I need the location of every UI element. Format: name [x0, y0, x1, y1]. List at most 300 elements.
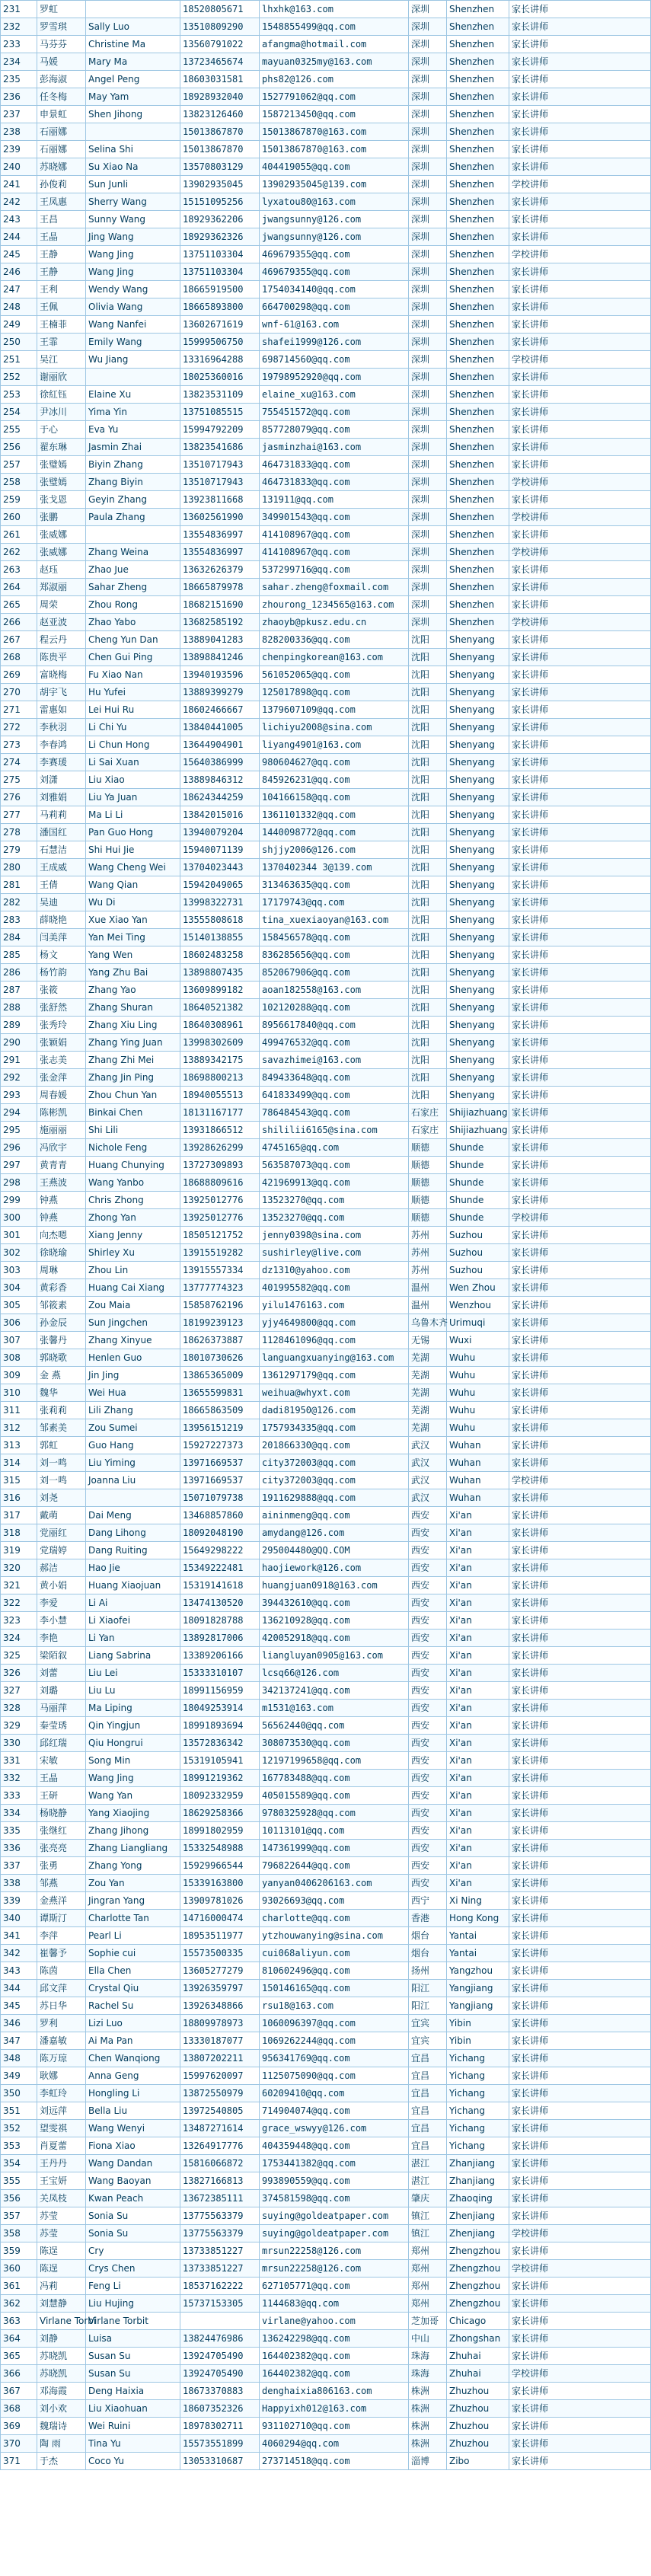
cell-chinese-name: 罗利 [37, 2015, 86, 2032]
cell-phone: 13751103304 [180, 246, 260, 263]
cell-english-name: Shi Lili [86, 1122, 180, 1139]
cell-row-number: 317 [1, 1507, 37, 1524]
cell-email: shililii6165@sina.com [260, 1122, 409, 1139]
cell-city-cn: 烟台 [409, 1945, 447, 1962]
cell-english-name: Liu Lei [86, 1665, 180, 1682]
table-row [1, 2102, 651, 2120]
cell-city-en: Shunde [447, 1174, 509, 1192]
cell-english-name: Sunny Wang [86, 211, 180, 228]
cell-city-cn: 深圳 [409, 18, 447, 36]
cell-english-name: Yang Xiaojing [86, 1805, 180, 1822]
table-row [1, 2155, 651, 2172]
cell-email: 1370402344 3@139.com [260, 859, 409, 876]
cell-role: 家长讲师 [509, 1157, 651, 1174]
cell-chinese-name: 闫美萍 [37, 929, 86, 946]
cell-phone: 13775563379 [180, 2225, 260, 2242]
cell-row-number: 303 [1, 1262, 37, 1279]
cell-city-cn: 顺德 [409, 1157, 447, 1174]
cell-email: wnf-61@163.com [260, 316, 409, 334]
cell-phone: 13915557334 [180, 1262, 260, 1279]
cell-city-cn: 深圳 [409, 456, 447, 474]
cell-city-cn: 苏州 [409, 1262, 447, 1279]
table-row [1, 1822, 651, 1840]
cell-row-number: 294 [1, 1104, 37, 1122]
cell-city-cn: 深圳 [409, 123, 447, 141]
cell-role: 家长讲师 [509, 1717, 651, 1735]
cell-chinese-name: 马莉莉 [37, 806, 86, 824]
cell-english-name: Binkai Chen [86, 1104, 180, 1122]
cell-english-name: Deng Haixia [86, 2383, 180, 2400]
cell-row-number: 251 [1, 351, 37, 369]
table-row [1, 1770, 651, 1787]
cell-city-en: Xi'an [447, 1857, 509, 1875]
cell-city-en: Shenzhen [447, 18, 509, 36]
cell-role: 家长讲师 [509, 1174, 651, 1192]
cell-city-cn: 珠海 [409, 2348, 447, 2365]
cell-phone: 13823126460 [180, 106, 260, 123]
cell-phone: 13510717943 [180, 456, 260, 474]
cell-phone: 18640308961 [180, 1017, 260, 1034]
cell-city-cn: 芜湖 [409, 1402, 447, 1419]
table-row [1, 649, 651, 666]
cell-city-cn: 西安 [409, 1717, 447, 1735]
table-row [1, 1104, 651, 1122]
cell-city-en: Shenyang [447, 736, 509, 754]
cell-email: 295004480@QQ.COM [260, 1542, 409, 1559]
cell-english-name: Yan Mei Ting [86, 929, 180, 946]
cell-city-en: Wuhu [447, 1367, 509, 1384]
cell-english-name: Bella Liu [86, 2102, 180, 2120]
cell-email: rsu18@163.com [260, 1997, 409, 2015]
cell-city-en: Shenzhen [447, 421, 509, 439]
cell-city-cn: 沈阳 [409, 666, 447, 684]
cell-chinese-name: 刘慧静 [37, 2295, 86, 2313]
cell-chinese-name: 李艳 [37, 1630, 86, 1647]
cell-city-en: Zhenjiang [447, 2207, 509, 2225]
cell-phone: 13733851227 [180, 2260, 260, 2278]
cell-city-en: Shenyang [447, 771, 509, 789]
table-row [1, 176, 651, 193]
table-row [1, 351, 651, 369]
cell-row-number: 366 [1, 2365, 37, 2383]
table-row [1, 1297, 651, 1314]
cell-row-number: 281 [1, 876, 37, 894]
cell-phone: 15151095256 [180, 193, 260, 211]
cell-phone: 13971669537 [180, 1472, 260, 1489]
cell-chinese-name: 刘璐 [37, 1682, 86, 1700]
cell-city-cn: 深圳 [409, 298, 447, 316]
cell-chinese-name: 苏晓娜 [37, 158, 86, 176]
cell-chinese-name: 潘国红 [37, 824, 86, 841]
cell-role: 家长讲师 [509, 404, 651, 421]
cell-row-number: 362 [1, 2295, 37, 2313]
cell-phone: 18091828788 [180, 1612, 260, 1630]
cell-email: 164402382@qq.com [260, 2348, 409, 2365]
cell-phone: 13644904901 [180, 736, 260, 754]
cell-city-en: Xi'an [447, 1507, 509, 1524]
cell-email: haojiework@126.com [260, 1559, 409, 1577]
cell-chinese-name: 张馨丹 [37, 1332, 86, 1349]
cell-chinese-name: 邱红瑞 [37, 1735, 86, 1752]
cell-role: 家长讲师 [509, 1244, 651, 1262]
cell-email: 401995582@qq.com [260, 1279, 409, 1297]
table-row [1, 2383, 651, 2400]
cell-role: 学校讲师 [509, 351, 651, 369]
cell-city-en: Xi'an [447, 1875, 509, 1892]
cell-city-cn: 深圳 [409, 141, 447, 158]
cell-email: 150146165@qq.com [260, 1980, 409, 1997]
cell-email: 104166158@qq.com [260, 789, 409, 806]
cell-city-en: Shenyang [447, 841, 509, 859]
cell-city-cn: 顺德 [409, 1139, 447, 1157]
cell-phone: 18092048190 [180, 1524, 260, 1542]
cell-city-cn: 深圳 [409, 36, 447, 53]
table-row [1, 946, 651, 964]
cell-row-number: 302 [1, 1244, 37, 1262]
cell-phone: 18991893694 [180, 1717, 260, 1735]
cell-english-name: Zhou Rong [86, 596, 180, 614]
cell-city-cn: 宜宾 [409, 2032, 447, 2050]
cell-row-number: 310 [1, 1384, 37, 1402]
cell-role: 家长讲师 [509, 2242, 651, 2260]
table-row [1, 2278, 651, 2295]
cell-phone: 13316964288 [180, 351, 260, 369]
cell-row-number: 367 [1, 2383, 37, 2400]
cell-english-name: Wei Ruini [86, 2418, 180, 2435]
cell-role: 学校讲师 [509, 544, 651, 561]
cell-english-name: Ella Chen [86, 1962, 180, 1980]
cell-chinese-name: 苏晓凯 [37, 2348, 86, 2365]
cell-email: mrsun22258@126.com [260, 2242, 409, 2260]
cell-phone: 18991802959 [180, 1822, 260, 1840]
cell-city-en: Zhuzhou [447, 2383, 509, 2400]
cell-city-cn: 郑州 [409, 2278, 447, 2295]
cell-city-cn: 深圳 [409, 421, 447, 439]
cell-phone: 15997620097 [180, 2067, 260, 2085]
table-row [1, 1402, 651, 1419]
cell-phone: 15573500335 [180, 1945, 260, 1962]
cell-role: 学校讲师 [509, 1472, 651, 1489]
cell-city-en: Shenzhen [447, 526, 509, 544]
cell-row-number: 238 [1, 123, 37, 141]
cell-phone: 13775563379 [180, 2207, 260, 2225]
cell-phone: 18928932040 [180, 88, 260, 106]
cell-chinese-name: 周琳 [37, 1262, 86, 1279]
cell-city-en: Shijiazhuang [447, 1104, 509, 1122]
cell-row-number: 241 [1, 176, 37, 193]
cell-chinese-name: 陈万琼 [37, 2050, 86, 2067]
cell-english-name: Cheng Yun Dan [86, 631, 180, 649]
cell-chinese-name: 王丹丹 [37, 2155, 86, 2172]
cell-chinese-name: 马媛 [37, 53, 86, 71]
cell-role: 学校讲师 [509, 2225, 651, 2242]
table-row [1, 263, 651, 281]
cell-role: 家长讲师 [509, 1349, 651, 1367]
cell-city-en: Zhengzhou [447, 2278, 509, 2295]
cell-chinese-name: 雷惠如 [37, 701, 86, 719]
cell-city-en: Zhenjiang [447, 2225, 509, 2242]
cell-english-name: Wang Jing [86, 246, 180, 263]
cell-chinese-name: 马丽萍 [37, 1700, 86, 1717]
cell-phone: 18929362206 [180, 211, 260, 228]
cell-chinese-name: 王利 [37, 281, 86, 298]
cell-phone: 13998302609 [180, 1034, 260, 1052]
cell-city-en: Zibo [447, 2453, 509, 2470]
cell-city-cn: 沈阳 [409, 789, 447, 806]
table-row [1, 2435, 651, 2453]
cell-role: 家长讲师 [509, 141, 651, 158]
cell-english-name: Zhang Xiu Ling [86, 1017, 180, 1034]
table-row [1, 1787, 651, 1805]
cell-phone: 13924705490 [180, 2348, 260, 2365]
cell-phone: 13727309893 [180, 1157, 260, 1174]
cell-phone: 13572836342 [180, 1735, 260, 1752]
cell-role: 家长讲师 [509, 1069, 651, 1087]
cell-city-en: Shenzhen [447, 351, 509, 369]
cell-city-en: Shenyang [447, 929, 509, 946]
table-row [1, 1069, 651, 1087]
cell-phone: 13723465674 [180, 53, 260, 71]
cell-english-name: Yang Zhu Bai [86, 964, 180, 982]
table-row [1, 1017, 651, 1034]
cell-phone: 18698800213 [180, 1069, 260, 1087]
cell-chinese-name: 苏莹 [37, 2225, 86, 2242]
cell-city-cn: 郑州 [409, 2260, 447, 2278]
cell-city-en: Shenzhen [447, 369, 509, 386]
cell-city-en: Shenyang [447, 894, 509, 911]
cell-phone: 13655599831 [180, 1384, 260, 1402]
cell-english-name: Elaine Xu [86, 386, 180, 404]
cell-row-number: 232 [1, 18, 37, 36]
cell-email: savazhimei@163.com [260, 1052, 409, 1069]
cell-role: 家长讲师 [509, 2102, 651, 2120]
table-row [1, 369, 651, 386]
cell-row-number: 330 [1, 1735, 37, 1752]
cell-email: 469679355@qq.com [260, 246, 409, 263]
cell-city-en: Yichang [447, 2067, 509, 2085]
cell-city-en: Shenzhen [447, 404, 509, 421]
cell-english-name: Xue Xiao Yan [86, 911, 180, 929]
table-row [1, 2207, 651, 2225]
cell-chinese-name: 王晶 [37, 1770, 86, 1787]
cell-email: 1587213450@qq.com [260, 106, 409, 123]
table-row [1, 1857, 651, 1875]
cell-city-en: Shenzhen [447, 141, 509, 158]
table-row [1, 1332, 651, 1349]
cell-chinese-name: 于杰 [37, 2453, 86, 2470]
cell-phone: 18682151690 [180, 596, 260, 614]
cell-role: 家长讲师 [509, 1875, 651, 1892]
cell-chinese-name: 邹筱素 [37, 1297, 86, 1314]
table-row [1, 789, 651, 806]
cell-email: Happyixh012@163.com [260, 2400, 409, 2418]
cell-row-number: 278 [1, 824, 37, 841]
cell-english-name: Zou Sumei [86, 1419, 180, 1437]
cell-role: 家长讲师 [509, 2453, 651, 2470]
cell-role: 家长讲师 [509, 193, 651, 211]
cell-city-cn: 西安 [409, 1805, 447, 1822]
cell-city-cn: 株洲 [409, 2435, 447, 2453]
cell-city-en: Shenzhen [447, 123, 509, 141]
cell-chinese-name: 金燕洋 [37, 1892, 86, 1910]
table-row [1, 1542, 651, 1559]
cell-email: 136210928@qq.com [260, 1612, 409, 1630]
cell-city-cn: 深圳 [409, 614, 447, 631]
cell-phone: 13998322731 [180, 894, 260, 911]
cell-city-en: Shenyang [447, 999, 509, 1017]
cell-phone: 13889041283 [180, 631, 260, 649]
cell-city-cn: 芜湖 [409, 1384, 447, 1402]
table-row [1, 1122, 651, 1139]
cell-phone: 13889399279 [180, 684, 260, 701]
cell-row-number: 252 [1, 369, 37, 386]
cell-chinese-name: 张鹏 [37, 509, 86, 526]
cell-phone: 13892817006 [180, 1630, 260, 1647]
cell-row-number: 273 [1, 736, 37, 754]
cell-phone: 13827166813 [180, 2172, 260, 2190]
cell-city-cn: 深圳 [409, 1, 447, 18]
cell-city-cn: 沈阳 [409, 911, 447, 929]
cell-chinese-name: 陈彬凯 [37, 1104, 86, 1122]
cell-english-name: Susan Su [86, 2365, 180, 2383]
table-row [1, 701, 651, 719]
cell-role: 家长讲师 [509, 1647, 651, 1665]
table-row [1, 1454, 651, 1472]
cell-role: 家长讲师 [509, 964, 651, 982]
cell-phone: 18953511977 [180, 1927, 260, 1945]
cell-email: liangluyan0905@163.com [260, 1647, 409, 1665]
cell-city-cn: 深圳 [409, 316, 447, 334]
cell-english-name: Christine Ma [86, 36, 180, 53]
cell-role: 家长讲师 [509, 1122, 651, 1139]
cell-english-name [86, 123, 180, 141]
cell-english-name: Charlotte Tan [86, 1910, 180, 1927]
cell-phone: 18626373887 [180, 1332, 260, 1349]
cell-email: 158456578@qq.com [260, 929, 409, 946]
cell-phone: 13889342175 [180, 1052, 260, 1069]
cell-city-en: Zhuzhou [447, 2435, 509, 2453]
cell-email: jasminzhai@163.com [260, 439, 409, 456]
cell-row-number: 231 [1, 1, 37, 18]
cell-row-number: 370 [1, 2435, 37, 2453]
cell-phone: 15994792209 [180, 421, 260, 439]
cell-city-en: Yantai [447, 1927, 509, 1945]
cell-english-name: Zhang Jihong [86, 1822, 180, 1840]
cell-city-en: Shenyang [447, 824, 509, 841]
cell-row-number: 319 [1, 1542, 37, 1559]
cell-city-en: Suzhou [447, 1227, 509, 1244]
cell-email: city372003@qq.com [260, 1472, 409, 1489]
cell-role: 家长讲师 [509, 1594, 651, 1612]
cell-row-number: 301 [1, 1227, 37, 1244]
cell-city-cn: 西安 [409, 1682, 447, 1700]
cell-chinese-name: 张勇 [37, 1857, 86, 1875]
cell-chinese-name: 张继红 [37, 1822, 86, 1840]
cell-city-en: Shenyang [447, 631, 509, 649]
table-row [1, 1139, 651, 1157]
cell-chinese-name: 关凤枝 [37, 2190, 86, 2207]
cell-chinese-name: 冯莉 [37, 2278, 86, 2295]
table-row [1, 2295, 651, 2313]
cell-email: 1125075090@qq.com [260, 2067, 409, 2085]
cell-chinese-name: 刘小欢 [37, 2400, 86, 2418]
cell-city-cn: 深圳 [409, 176, 447, 193]
cell-email: 714904074@qq.com [260, 2102, 409, 2120]
cell-email: 394432610@qq.com [260, 1594, 409, 1612]
cell-row-number: 304 [1, 1279, 37, 1297]
cell-row-number: 260 [1, 509, 37, 526]
cell-role: 家长讲师 [509, 456, 651, 474]
table-row [1, 298, 651, 316]
cell-phone: 13902935045 [180, 176, 260, 193]
cell-role: 家长讲师 [509, 929, 651, 946]
cell-city-en: Shenzhen [447, 193, 509, 211]
cell-city-en: Shenzhen [447, 386, 509, 404]
cell-city-en: Shenyang [447, 719, 509, 736]
table-row [1, 1700, 651, 1717]
cell-row-number: 334 [1, 1805, 37, 1822]
cell-city-en: Zhuhai [447, 2365, 509, 2383]
cell-english-name: Sherry Wang [86, 193, 180, 211]
cell-role: 家长讲师 [509, 1297, 651, 1314]
table-row [1, 1472, 651, 1489]
cell-role: 家长讲师 [509, 2015, 651, 2032]
cell-chinese-name: 王研 [37, 1787, 86, 1805]
cell-chinese-name: 戴萌 [37, 1507, 86, 1524]
cell-chinese-name: 李小慧 [37, 1612, 86, 1630]
cell-email: 1754034140@qq.com [260, 281, 409, 298]
cell-role: 家长讲师 [509, 334, 651, 351]
cell-email: 420052918@qq.com [260, 1630, 409, 1647]
cell-row-number: 306 [1, 1314, 37, 1332]
cell-email: 931102710@qq.com [260, 2418, 409, 2435]
cell-city-en: Xi'an [447, 1822, 509, 1840]
cell-row-number: 268 [1, 649, 37, 666]
cell-row-number: 340 [1, 1910, 37, 1927]
cell-email: elaine_xu@163.com [260, 386, 409, 404]
cell-role: 学校讲师 [509, 474, 651, 491]
cell-email: tina_xuexiaoyan@163.com [260, 911, 409, 929]
cell-chinese-name: 王成威 [37, 859, 86, 876]
cell-email: 1060096397@qq.com [260, 2015, 409, 2032]
cell-row-number: 354 [1, 2155, 37, 2172]
cell-phone: 13971669537 [180, 1454, 260, 1472]
table-row [1, 526, 651, 544]
table-row [1, 474, 651, 491]
cell-role: 家长讲师 [509, 894, 651, 911]
cell-row-number: 351 [1, 2102, 37, 2120]
cell-role: 家长讲师 [509, 1997, 651, 2015]
cell-row-number: 272 [1, 719, 37, 736]
cell-chinese-name: 刘一鸣 [37, 1472, 86, 1489]
table-row [1, 876, 651, 894]
cell-chinese-name: 钟燕 [37, 1192, 86, 1209]
cell-english-name: Zhong Yan [86, 1209, 180, 1227]
cell-city-cn: 深圳 [409, 88, 447, 106]
cell-city-en: Wen Zhou [447, 1279, 509, 1297]
table-row [1, 1192, 651, 1209]
cell-city-en: Shunde [447, 1157, 509, 1174]
cell-chinese-name: 张舒然 [37, 999, 86, 1017]
table-row [1, 1630, 651, 1647]
cell-city-en: Shenyang [447, 946, 509, 964]
cell-chinese-name: 石慧洁 [37, 841, 86, 859]
cell-city-en: Zhanjiang [447, 2172, 509, 2190]
cell-phone: 15940071139 [180, 841, 260, 859]
cell-email: m1531@163.com [260, 1700, 409, 1717]
cell-email: 786484543@qq.com [260, 1104, 409, 1122]
cell-role: 家长讲师 [509, 2172, 651, 2190]
